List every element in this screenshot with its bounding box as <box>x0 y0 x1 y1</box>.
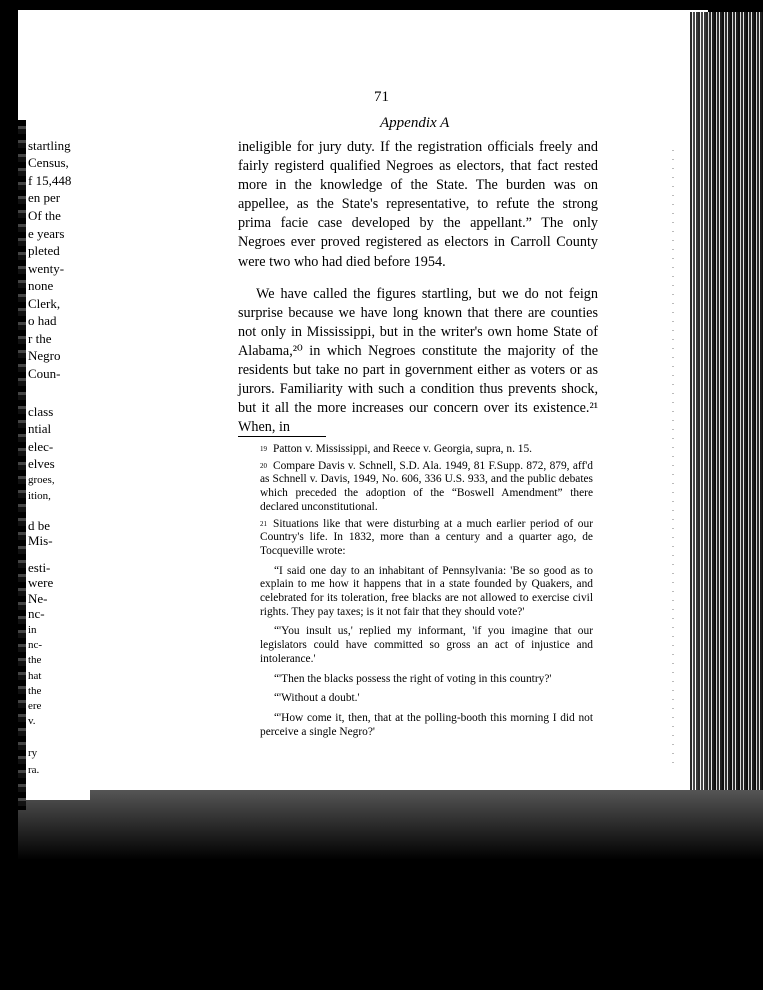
facing-page-fragment: class <box>28 404 54 419</box>
facing-page-fragment: ntial <box>28 421 52 436</box>
facing-page-fragment: Negro <box>28 348 61 363</box>
footnote-text: Patton v. Mississippi, and Reece v. Georgia, supra, n. 15. <box>273 443 532 455</box>
running-head: Appendix A <box>380 115 450 131</box>
scan-noise <box>672 150 674 770</box>
paragraph: We have called the figures startling, but we do not feign surprise because we have long known that there are counties not only in Mississippi, but in the writer's own home State of Alabama,²⁰ in which Negroes constitute the majority of the residents but take no part in government either as voters or as jurors. Familiarity with such a condition thus prevents shock, but it all the more increases our concern over its existence.²¹ When, in <box>238 285 598 436</box>
block-quote: “'How come it, then, that at the polling-booth this morning I did not perceive a single Negro?' <box>260 711 593 738</box>
block-quote: “'Then the blacks possess the right of voting in this country?' <box>274 672 552 685</box>
facing-page-fragment: the <box>28 685 42 697</box>
facing-page-fragment: startling <box>28 138 71 153</box>
footnote <box>260 460 593 515</box>
footnote <box>260 518 593 559</box>
footnote-mark: 20 <box>260 461 267 470</box>
page-edge-right <box>690 12 763 812</box>
facing-page-fragment: o had <box>28 313 57 328</box>
block-quote: “'You insult us,' replied my informant, 'if you imagine that our legislators could have committed so gross an act of injustice and intolerance.' <box>260 625 593 665</box>
facing-page-fragment: elec- <box>28 439 54 454</box>
facing-page-fragment: esti- <box>28 560 51 575</box>
facing-page-fragment: e years <box>28 226 65 241</box>
facing-page-fragment: none <box>28 278 54 293</box>
facing-page-fragment: ra. <box>28 764 40 776</box>
facing-page-fragment: the <box>28 654 42 666</box>
footnote-text: Situations like that were disturbing at a much earlier period of our Country's life. In 1832, more than a century and a quarter ago, de Tocqueville wrote: <box>260 517 593 557</box>
facing-page-fragment: f 15,448 <box>28 173 72 188</box>
paragraph: ineligible for jury duty. If the registration officials freely and fairly registerd qualified Negroes as electors, that fact rested more in the knowledge of the State. The burden was on appellee, as the State's representative, to refute the strong prima facie case developed by the appellant.” The only Negroes ever proved registered as electors in Carroll County were two who had died before 1954. <box>238 139 598 270</box>
facing-page-fragment: Coun- <box>28 366 61 381</box>
facing-page-fragment: nc- <box>28 639 43 651</box>
facing-page-fragment: ition, <box>28 490 51 502</box>
facing-page-fragment: Of the <box>28 208 61 223</box>
facing-page-fragment: Clerk, <box>28 296 61 311</box>
footnotes <box>260 443 593 742</box>
block-quote: “I said one day to an inhabitant of Pennsylvania: 'Be so good as to explain to me how it happens that in a state founded by Quakers, and celebrated for its toleration, free blacks are not allowed to exercise civil rights. They pay taxes; is it not fair that they should vote?' <box>260 564 593 618</box>
page-number: 71 <box>374 89 389 105</box>
facing-page-fragment: v. <box>28 715 36 727</box>
facing-page-fragment: groes, <box>28 474 55 486</box>
facing-page-fragment: r the <box>28 331 52 346</box>
facing-page-fragment: Mis- <box>28 533 53 548</box>
footnote-rule <box>238 436 326 437</box>
facing-page-fragment: d be <box>28 518 51 533</box>
facing-page-fragment: ry <box>28 747 38 759</box>
facing-page-fragment: elves <box>28 456 55 471</box>
facing-page-fragment: hat <box>28 670 42 682</box>
footnote <box>260 443 593 457</box>
facing-page-fragment: en per <box>28 190 61 205</box>
facing-page-fragment: Census, <box>28 155 69 170</box>
footnote-mark: 19 <box>260 445 267 453</box>
facing-page-fragment: Ne- <box>28 591 48 606</box>
block-quote: “'Without a doubt.' <box>274 692 360 705</box>
binding-edge <box>18 120 26 810</box>
facing-page-fragment: in <box>28 624 37 636</box>
facing-page-fragment: pleted <box>28 243 60 258</box>
footnote-text: Compare Davis v. Schnell, S.D. Ala. 1949, 81 F.Supp. 872, 879, aff'd as Schnell v. Davis, 1949, No. 606, 336 U.S. 933, and the public debates which preceded the adoption of the “Boswell Amendment” there declared unconstitutional. <box>260 459 593 513</box>
facing-page-fragment: were <box>28 575 54 590</box>
scan-shadow-bottom <box>18 790 763 990</box>
main-text <box>238 138 598 437</box>
footnote-mark: 21 <box>260 519 267 528</box>
facing-page-fragment: ere <box>28 700 42 712</box>
facing-page-fragment: nc- <box>28 606 45 621</box>
facing-page-fragment: wenty- <box>28 261 65 276</box>
